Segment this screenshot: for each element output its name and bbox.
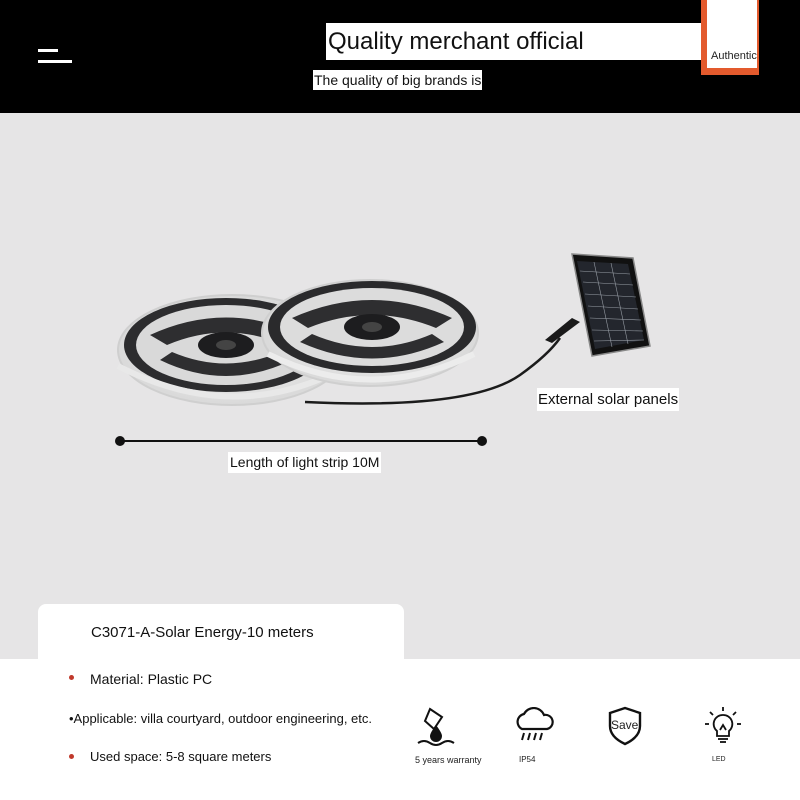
light-bulb-icon xyxy=(704,706,742,748)
badge-text: Authentic xyxy=(711,50,757,62)
bullet-dot xyxy=(69,675,74,680)
product-image xyxy=(0,113,800,663)
spec-used-space: Used space: 5-8 square meters xyxy=(90,749,272,764)
water-drop-icon xyxy=(416,705,456,749)
bullet-dot xyxy=(69,754,74,759)
solar-panel xyxy=(545,254,650,356)
page-title: Quality merchant official xyxy=(326,23,749,60)
header-bar xyxy=(0,0,800,113)
spec-material: Material: Plastic PC xyxy=(90,671,213,687)
authentic-badge xyxy=(701,0,759,75)
spec-applicable: •Applicable: villa courtyard, outdoor engineering, etc. xyxy=(69,711,373,726)
feature-label-led: LED xyxy=(712,756,726,763)
rain-cloud-icon xyxy=(514,707,554,743)
model-name: C3071-A-Solar Energy-10 meters xyxy=(91,624,314,641)
strip-length-label: Length of light strip 10M xyxy=(228,452,381,473)
feature-label-save: Save xyxy=(611,718,639,732)
header-subtitle: The quality of big brands is xyxy=(314,72,482,88)
menu-icon[interactable] xyxy=(38,49,72,65)
strip-length-dimension xyxy=(115,436,487,446)
solar-panel-label: External solar panels xyxy=(537,388,679,411)
light-strip-reel-right xyxy=(262,280,478,386)
feature-label-warranty: 5 years warranty xyxy=(415,755,482,765)
feature-label-ip54: IP54 xyxy=(519,755,536,764)
